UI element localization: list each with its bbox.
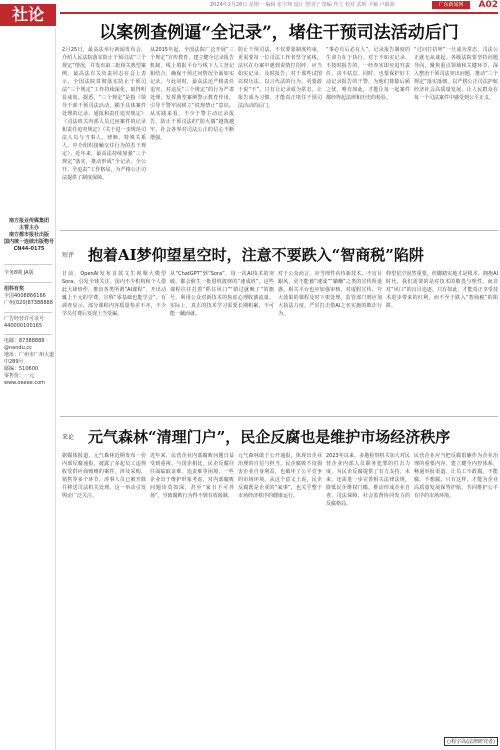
- article-3-column-4: 2023年以来，多地检察机关加大对民营企业内部人员职务犯罪的打击力度，为民企反腐提供了有力支持。未来，还需进一步完善相关法律法规，降低民企维权门槛，推动形成企业自查、司法保障、社会监督协同发力的反腐格局。: [326, 453, 410, 507]
- org-line-2: 主管主办: [18, 225, 39, 231]
- author-credit: ○程宇高(法律研究者): [444, 737, 498, 746]
- article-2-column-4: 仰望星空固然重要，但脚踏实地才是根本。拥抱AI时代，我们需要的是对技术的敬畏与理性，而非对“风口”的盲目追逐。只有如此，才能真正享受技术进步带来的红利，而不至于跌入“智商税”的陷阱。: [386, 271, 498, 309]
- cn-label: 国内统一连续出版物号: [4, 239, 55, 245]
- section-divider: [60, 230, 498, 231]
- header-rule: [60, 12, 498, 14]
- contact-block: [4, 338, 54, 387]
- article-1-column-5: “过问打招呼”一旦成为常态，司法公正就无从谈起。各级法院要坚持问题导向，聚焦重点领域和关键环节，深入整治干预司法突出问题，推动“三个规定”落实落细，以严格公正司法护航经济社会高质量发展，让人民群众在每一个司法案件中感受到公平正义。: [414, 47, 498, 101]
- section-title: 社论: [0, 4, 56, 26]
- divider: [4, 312, 52, 313]
- hotline-block: [4, 286, 54, 307]
- hotline-guangzhou: 广州(020)87388888: [4, 300, 53, 306]
- zip-code: 邮编：510600: [4, 366, 39, 372]
- article-1-column-2: 从2015年起，全国法院广泛开展“三个规定”宣传教育，建立健全记录报告机制，线上填报平台与线下人工登记相结合，确保干预过问情况全面如实记录。与此同时，最高法还严格责任追究，对违反“三个规定”的行为严肃处理，发挥典型案例警示教育作用，引导干警牢固树立“铁规禁止”意识。从实践来看，不少干警主动记录报告，防止干预司法的“防火墙”越筑越牢，社会各界对司法公正的信心不断增强。: [150, 47, 234, 141]
- hotline-title: 招科有奖: [4, 286, 25, 292]
- article-3-column-1: 据媒体报道，元气森林近期发布一份内部反腐通报，披露了多起员工违规收受供应商贿赂的案件，涉及采购、销售等多个环节。涉事人员已被开除并移送司法机关处理。这一举动引发舆论广泛关注。: [62, 453, 146, 499]
- dateline: 2024年2月26日 星期一 编辑 张宇翔 设计 舒国宁 图编 佟立 校对 武昕 尹颖 卢路源: [210, 2, 395, 8]
- divider: [4, 264, 52, 265]
- ad-license-title: 广告经营许可证号: [4, 316, 45, 322]
- hotline-national: 全国4008866166: [4, 293, 46, 299]
- page-number: A02: [478, 0, 498, 10]
- article-2-kicker: 短评: [62, 252, 75, 259]
- section-divider: [60, 416, 498, 417]
- email-label: 电邮：87388888: [4, 338, 45, 344]
- article-3-title: 元气森林“清理门户”，民企反腐也是维护市场经济秩序: [88, 428, 451, 446]
- article-1-column-3: 防止干预司法，不仅要靠制度约束，更需要每一位司法工作者坚守底线。法官在办案中遇到说情打招呼，应当如实记录、及时报告；对于那些试图以权压法、以言代法的行为，更要敢于说“不”。只有让记录成为常态，让报告成为习惯，才能真正堵住干预司法活动的后门。: [238, 47, 322, 109]
- org-line-3: 南方都市报社出版: [8, 232, 49, 238]
- article-2-column-3: 对于公众而言，应当理性看待新技术，不盲目跟风，更不能被“速成”“躺赚”之类的宣传所迷惑。相关平台也应加强审核，对虚假宣传、夸大效果的课程及时下架处理。监管部门则应加大执法力度，严厉打击借AI之名实施的欺诈行为。: [278, 271, 382, 317]
- article-1-column-1: 2月25日，最高法举行新闻发布会，介绍人民法院落实防止干预司法“三个规定”情况，并发布第二批相关典型案例。最高法有关负责同志在会上表示，全国法院贯彻落实防止干预司法“三个规定”工作持续深化，取得明显成效。据悉，“三个规定”是指《领导干部干预司法活动、插手具体案件处理的记录、通报和责任追究规定》《司法机关内部人员过问案件的记录和责任追究规定》《关于进一步规范司法人员与当事人、律师、特殊关系人、中介组织接触交往行为的若干规定》。近年来，最高法持续加强“三个规定”落实，推动形成“全记录、全公开、全追责”工作格局，为严格公正司法提供了制度保障。: [62, 47, 146, 181]
- ad-license-block: [4, 316, 54, 330]
- website: www.oeeee.com: [4, 380, 46, 386]
- org-line-1: 南方报业传媒集团: [8, 218, 49, 224]
- masthead-sidebar: [0, 28, 56, 750]
- address: 地址：广州市广州大道中289号: [4, 352, 55, 365]
- ad-license-number: 440000100165: [4, 323, 43, 329]
- article-1-title: 以案例查例逼“全记录”，堵住干预司法活动后门: [99, 23, 459, 43]
- divider: [4, 334, 52, 335]
- article-1-column-4: “事必有后必有人”。记录报告制度的生命力在于执行。对于不如实记录、不按时报告的，一经查实即应追究责任，决不姑息。同时，也要保护好主动记录报告的干警，为他们排除后顾之忧。唯有如此，才能让每一起案件都经得起法律和历史的检验。: [326, 47, 410, 101]
- article-2-column-2: 从“ChatGPT”到“Sora”，每一次AI技术的突破，都会催生一批借机敛财的“速成班”。这些课程往往打着“抓住风口”“错过就晚了”的旗号，利用公众对新技术的焦虑心理收割流量。实际上，真正的技术学习需要长期积累，不可能一蹴而就。: [170, 271, 274, 317]
- article-3-column-2: 近年来，民营企业内部腐败问题日益受到重视。与国企相比，民企反腐往往面临取证难、追责难等困境。一些企业出于维护形象考虑，对内部腐败问题讳莫如深，甚至“家丑不可外扬”，导致腐败行为得不到有效遏制。: [150, 453, 234, 499]
- article-2-column-1: 日前，OpenAI发布首款文生视频大模型Sora，引发全球关注。国内不少机构和个人借此大肆炒作，推出各类所谓“AI课程”，开出动辄上千元的学费，宣称“零基础也能学会”。有调查显示，部分课程内容质量参差不齐，不少学员付费后发现上当受骗。: [62, 271, 166, 317]
- article-3-kicker: 来论: [62, 434, 75, 441]
- article-2-title: 抱着AI梦仰望星空时，注意不要跌入“智商税”陷阱: [88, 246, 424, 264]
- article-3-column-5: 民营企业应当把反腐倡廉作为企业治理的重要内容，建立健全内控体系，畅通举报渠道，让员工不敢腐、不能腐、不想腐。只有这样，才能为企业高质量发展保驾护航，共同维护公平有序的市场环境。: [414, 453, 498, 499]
- price: 零售价：一元: [4, 373, 35, 379]
- publisher-block: [4, 218, 54, 253]
- article-3-column-3: 元气森林敢于公开通报，体现出企业治理的自信与担当。民企腐败不仅损害企业自身利益，也破坏了公平竞争的市场环境。从这个意义上说，民企反腐既是企业的“家事”，也关乎整个市场经济秩序的健康运行。: [238, 453, 322, 499]
- divider: [4, 282, 52, 283]
- header-tag: 广东新闻网: [432, 1, 470, 9]
- cn-number: CN44-0175: [13, 246, 45, 252]
- email: @nandu.cc: [4, 345, 32, 351]
- serial-number: 全务8期 JA版: [4, 270, 34, 276]
